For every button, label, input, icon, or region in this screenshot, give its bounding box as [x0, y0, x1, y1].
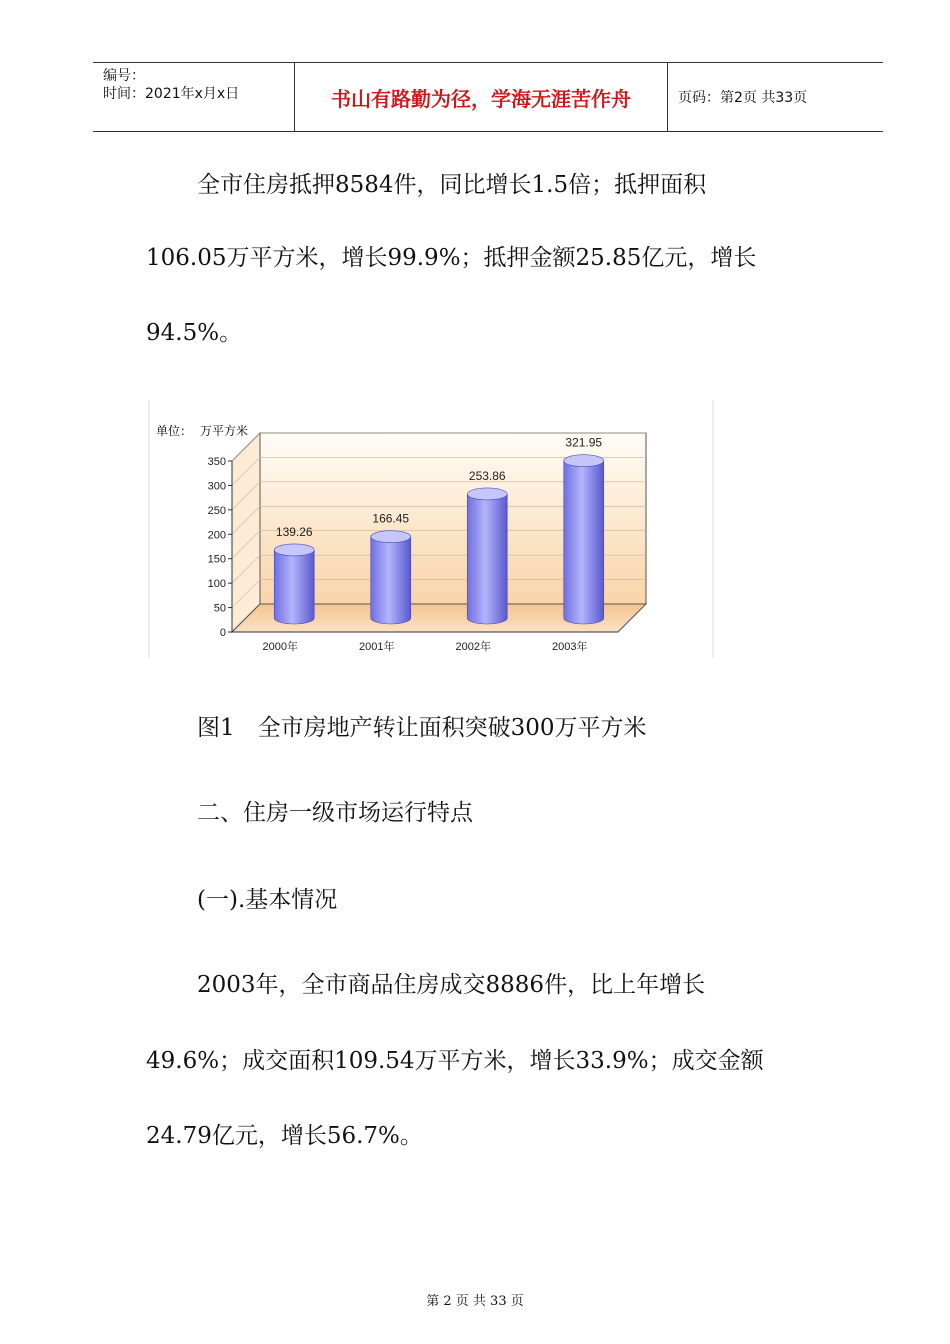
bar-top [371, 531, 411, 543]
header-meta [93, 63, 295, 131]
header-page-info: 页码：第2页 共33页 [678, 90, 808, 106]
y-tick-label: 350 [207, 456, 226, 468]
bar-top [564, 455, 604, 467]
time-label: 时间：2021年x月x日 [103, 86, 240, 102]
page-footer: 第 2 页 共 33 页 [426, 1294, 524, 1309]
paragraph-line: 106.05万平方米，增长99.9%；抵押金额25.85亿元，增长 [146, 245, 757, 271]
section-heading: 二、住房一级市场运行特点 [197, 800, 473, 826]
x-tick-label: 2002年 [455, 641, 491, 653]
x-tick-label: 2003年 [552, 641, 588, 653]
x-tick-label: 2000年 [262, 641, 298, 653]
y-tick-label: 100 [207, 578, 226, 591]
paragraph-line: 2003年，全市商品住房成交8886件，比上年增长 [197, 972, 706, 998]
y-tick-label: 300 [207, 480, 226, 493]
paragraph-line: 24.79亿元，增长56.7%。 [146, 1123, 423, 1149]
unit-text: 万平方米 [200, 424, 249, 438]
subsection-heading: (一).基本情况 [197, 887, 338, 913]
bar [467, 494, 507, 624]
y-tick-label: 50 [213, 602, 226, 615]
bar-top [467, 488, 507, 500]
data-label: 166.45 [372, 511, 410, 526]
y-tick-label: 150 [207, 553, 226, 566]
bar-top [274, 544, 314, 556]
bar-chart [148, 400, 714, 658]
y-tick-label: 250 [207, 504, 226, 517]
number-label: 编号： [103, 68, 145, 84]
bar-chart-svg [148, 400, 714, 658]
bar [371, 537, 411, 624]
paragraph-line: 49.6%；成交面积109.54万平方米，增长33.9%；成交金额 [146, 1048, 764, 1074]
paragraph-line: 全市住房抵押8584件，同比增长1.5倍；抵押面积 [197, 172, 707, 198]
unit-label: 单位： [156, 424, 193, 438]
paragraph-line: 94.5%。 [146, 320, 243, 346]
x-tick-label: 2001年 [359, 641, 395, 653]
data-label: 321.95 [565, 435, 603, 450]
y-tick-label: 200 [207, 529, 226, 542]
page-header [93, 62, 883, 132]
bar [564, 461, 604, 624]
data-label: 139.26 [275, 524, 313, 539]
figure-caption: 图1 全市房地产转让面积突破300万平方米 [197, 715, 647, 741]
header-motto: 书山有路勤为径，学海无涯苦作舟 [295, 63, 668, 131]
y-tick-label: 0 [219, 627, 226, 639]
data-label: 253.86 [468, 468, 506, 483]
chart-side-wall [232, 433, 260, 632]
bar [274, 550, 314, 624]
